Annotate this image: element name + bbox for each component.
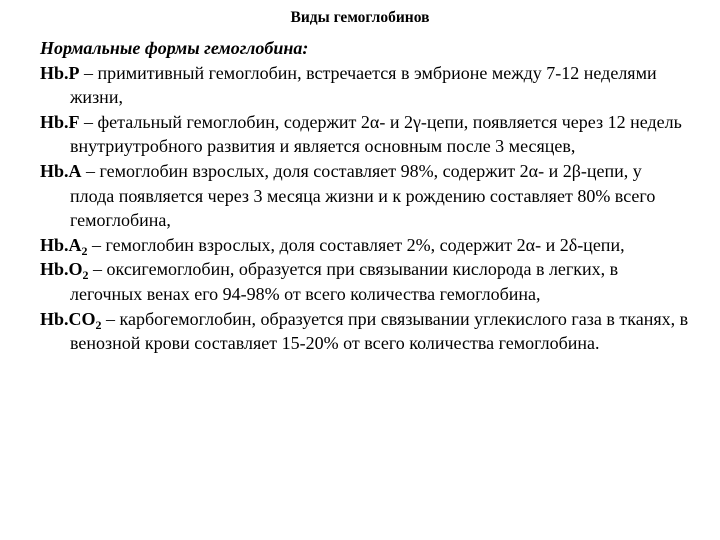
content-body [40,36,690,356]
entry-code: Hb.A [40,234,82,255]
entry-subscript: 2 [95,317,102,332]
page-title: Виды гемоглобинов [290,9,430,26]
hemoglobin-entry-hbco2 [40,307,690,356]
entry-subscript: 2 [81,243,88,258]
entry-code: Hb.A [40,160,82,181]
entry-text: – гемоглобин взрослых, доля составляет 2%, содержит 2α- и 2δ-цепи, [87,234,625,255]
hemoglobin-entry-hbp [40,61,690,110]
entry-subscript: 2 [82,268,89,283]
entry-code: Hb.CO [40,308,96,329]
hemoglobin-entry-hba2 [40,233,690,258]
entry-text: – оксигемоглобин, образуется при связывании кислорода в легких, в легочных венах его 94-98% от всего количества гемоглобина, [70,259,619,304]
entry-code: Hb.P [40,62,80,83]
hemoglobin-entry-hba [40,159,690,233]
entry-text: – гемоглобин взрослых, доля составляет 98%, содержит 2α- и 2β-цепи, у плода появляется через 3 месяца жизни и к рождению составляет 80% всего гемоглобина, [70,160,656,231]
entry-text: – фетальный гемоглобин, содержит 2α- и 2γ-цепи, появляется через 12 недель внутриутробного развития и является основным после 3 месяцев, [70,111,682,157]
entry-text: – примитивный гемоглобин, встречается в эмбрионе между 7-12 неделями жизни, [70,62,657,108]
section-subtitle: Нормальные формы гемоглобина: [40,38,309,58]
hemoglobin-entry-hbf [40,110,690,159]
entry-text: – карбогемоглобин, образуется при связывании углекислого газа в тканях, в венозной крови составляет 15-20% от всего количества гемоглобина. [70,308,689,354]
hemoglobin-entry-hbo2 [40,257,690,306]
entry-code: Hb.O [40,259,83,280]
entry-code: Hb.F [40,111,80,132]
